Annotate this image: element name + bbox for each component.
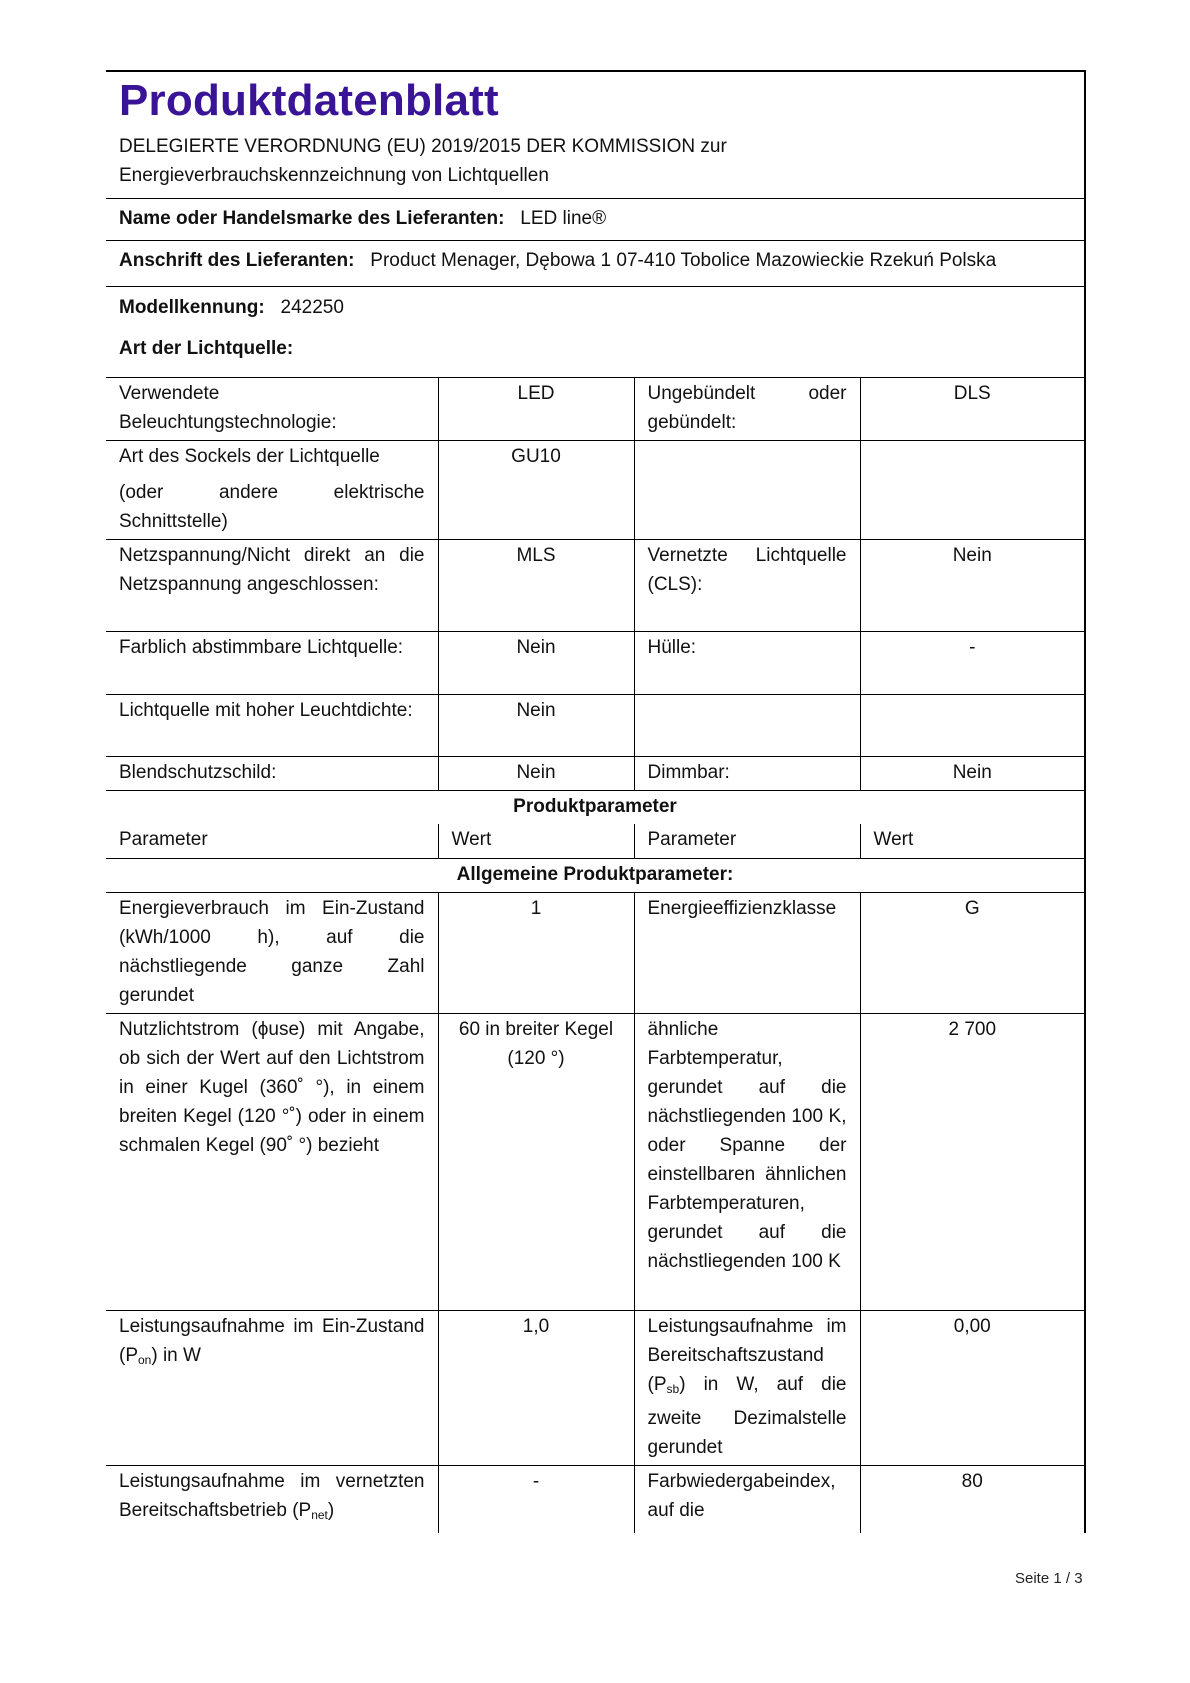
page-number: Seite 1 / 3 [1015,1570,1083,1587]
param-cap-type [106,441,438,540]
product-parameters-heading: Produktparameter [513,796,677,817]
networked-standby-text-end: ) [327,1499,335,1521]
empty-cell [634,441,860,540]
networked-standby-subscript: net [311,1507,328,1522]
param-dimmable: Dimmbar: [634,757,860,791]
value-on-mode-power: 1,0 [438,1310,634,1465]
param-useful-luminous-flux: Nutzlichtstrom (ϕuse) mit Angabe, ob sich der Wert auf den Lichtstrom in einer Kugel (360˚ °), in einem breiten Kegel (120 °˚) oder in einem schmalen Kegel (90˚ °) bezieht [106,1013,438,1310]
value-high-luminance: Nein [438,695,634,757]
supplier-name-value: LED line® [520,208,607,229]
value-envelope: - [860,632,1084,695]
value-energy-class: G [860,892,1084,1013]
column-header-value: Wert [438,824,634,858]
regulation-text [119,126,1070,198]
cap-type-line-2: (oder andere elektrische Schnittstelle) [119,482,425,532]
light-source-type-heading: Art der Lichtquelle: [119,338,294,359]
table-row [106,1013,1084,1310]
value-dimmable: Nein [860,757,1084,791]
regulation-line-2: Energieverbrauchskennzeichnung von Lichtquellen [119,165,549,186]
supplier-name-label: Name oder Handelsmarke des Lieferanten: [119,208,505,229]
param-colour-temperature: ähnliche Farbtemperatur, gerundet auf die nächstliegenden 100 K, oder Spanne der einstellbaren ähnlichen Farbtemperaturen, gerundet auf die nächstliegenden 100 K [634,1013,860,1310]
param-energy-class: Energieeffizienzklasse [634,892,860,1013]
value-anti-glare: Nein [438,757,634,791]
param-networked-standby-power [106,1465,438,1533]
table-row [106,892,1084,1013]
param-colour-rendering-index: Farbwiedergabeindex, auf die [634,1465,860,1533]
table-row [106,1465,1084,1533]
supplier-address-value: Product Menager, Dębowa 1 07-410 Tobolice Mazowieckie Rzekuń Polska [370,250,997,271]
table-row [106,1310,1084,1465]
column-header-value: Wert [860,824,1084,858]
table-row [106,695,1084,757]
value-energy-consumption: 1 [438,892,634,1013]
param-connected: Vernetzte Lichtquelle (CLS): [634,540,860,632]
column-header-parameter: Parameter [634,824,860,858]
supplier-address-label: Anschrift des Lieferanten: [119,250,355,271]
value-mains: MLS [438,540,634,632]
value-technology: LED [438,378,634,441]
param-technology: Verwendete Beleuchtungstechnologie: [106,378,438,441]
table-row [106,632,1084,695]
value-connected: Nein [860,540,1084,632]
param-colour-tuneable: Farblich abstimmbare Lichtquelle: [106,632,438,695]
value-cap-type: GU10 [438,441,634,540]
param-energy-consumption: Energieverbrauch im Ein-Zustand (kWh/1000 h), auf die nächstliegende ganze Zahl gerundet [106,892,438,1013]
empty-cell [860,441,1084,540]
value-directional: DLS [860,378,1084,441]
standby-text: Leistungsaufnahme im Bereitschaftszustand (P [647,1315,847,1395]
param-envelope: Hülle: [634,632,860,695]
column-header-parameter: Parameter [106,824,438,858]
value-colour-tuneable: Nein [438,632,634,695]
general-parameters-heading: Allgemeine Produktparameter: [106,858,1084,892]
product-parameters-banner-row [106,791,1084,825]
param-high-luminance: Lichtquelle mit hoher Leuchtdichte: [106,695,438,757]
datasheet-page [106,70,1086,1533]
standby-subscript: sb [666,1381,680,1396]
value-useful-luminous-flux: 60 in breiter Kegel (120 °) [438,1013,634,1310]
table-row [106,378,1084,441]
value-colour-rendering-index: 80 [860,1465,1084,1533]
param-anti-glare: Blendschutzschild: [106,757,438,791]
model-section [106,287,1084,378]
general-parameters-banner-row [106,858,1084,892]
title-section [106,72,1084,199]
param-on-mode-power [106,1310,438,1465]
supplier-address-row [106,241,1084,287]
param-standby-power [634,1310,860,1465]
value-standby-power: 0,00 [860,1310,1084,1465]
supplier-name-row [106,199,1084,241]
networked-standby-text: Leistungsaufnahme im vernetzten Bereitschaftsbetrieb (P [119,1470,425,1521]
on-mode-text-end: ) in W [151,1344,201,1366]
standby-text-end: ) in W, auf die zweite Dezimalstelle gerundet [647,1373,847,1458]
cap-type-line-1: Art des Sockels der Lichtquelle [119,446,380,467]
value-colour-temperature: 2 700 [860,1013,1084,1310]
page-title: Produktdatenblatt [119,76,499,125]
column-header-row [106,824,1084,858]
param-mains: Netzspannung/Nicht direkt an die Netzspannung angeschlossen: [106,540,438,632]
model-value: 242250 [280,297,344,318]
param-directional: Ungebündelt oder gebündelt: [634,378,860,441]
model-label: Modellkennung: [119,297,265,318]
light-source-table [106,378,1084,1533]
empty-cell [634,695,860,757]
empty-cell [860,695,1084,757]
on-mode-text: Leistungsaufnahme im Ein-Zustand (P [119,1315,425,1366]
table-row [106,441,1084,540]
table-row [106,757,1084,791]
regulation-line-1: DELEGIERTE VERORDNUNG (EU) 2019/2015 DER KOMMISSION zur [119,136,727,157]
on-mode-subscript: on [138,1352,152,1367]
table-row [106,540,1084,632]
value-networked-standby-power: - [438,1465,634,1533]
